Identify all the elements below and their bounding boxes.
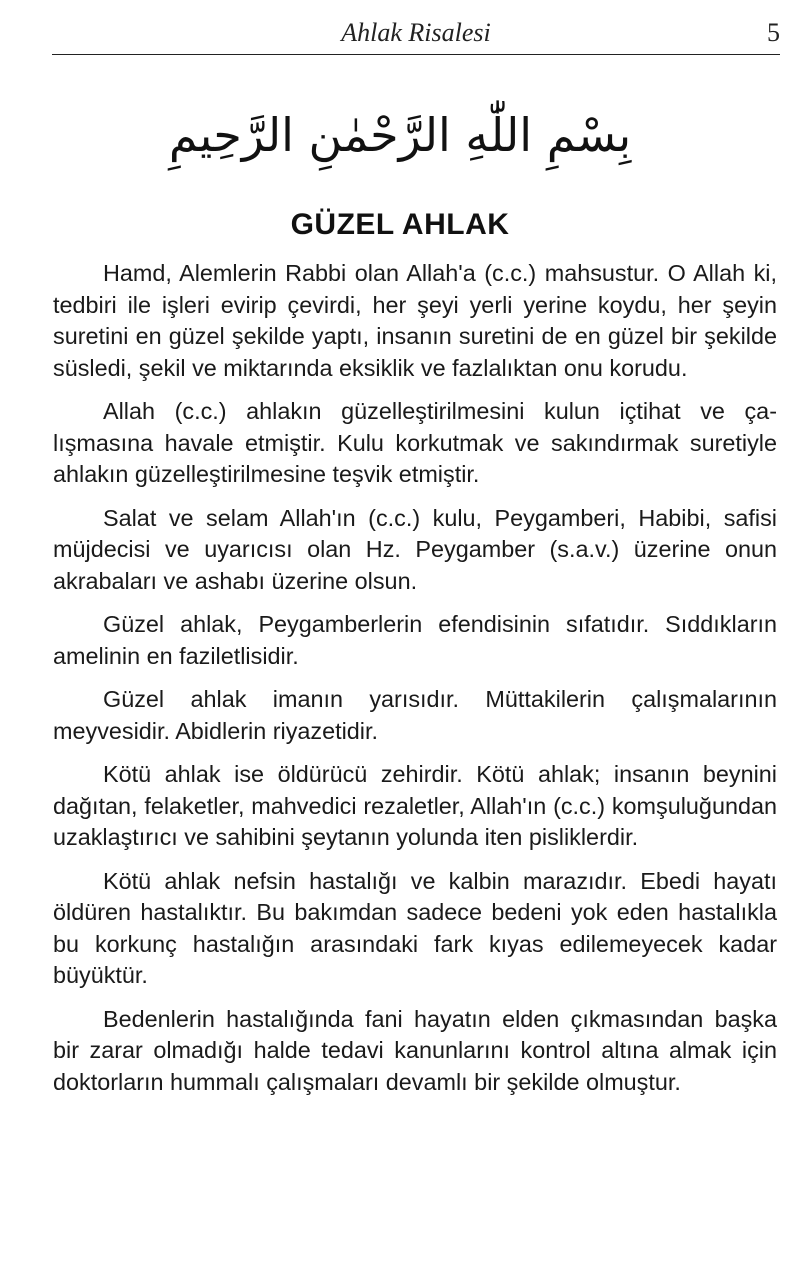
paragraph: Kötü ahlak ise öldürücü zehirdir. Kötü ahlak; insanın beynini dağıtan, felaketler, mahvedici rezaletler, Allah'ın (c.c.) komşuluğundan uzaklaştırıcı ve sahibini şeytanın yolunda iten pisliklerdir. bbox=[53, 761, 777, 850]
paragraph: Salat ve selam Allah'ın (c.c.) kulu, Peygamberi, Habibi, safisi müjdecisi ve uyarıcısı olan Hz. Peygamber (s.a.v.) üzerine onun akrabaları ve ashabı üzerine olsun. bbox=[53, 504, 777, 594]
paragraph: Güzel ahlak imanın yarısıdır. Müttakilerin çalışmalarının meyvesidir. Abidlerin riyazetidir. bbox=[53, 686, 777, 744]
paragraph: Hamd, Alemlerin Rabbi olan Allah'a (c.c.) mahsustur. O Allah ki, tedbiri ile işleri evirip çevirdi, her şeyi yerli yerine koydu, her şeyin suretini en güzel şekilde yaptı, insanın suretini de en güzel bir şekilde süsledi, şekil ve miktarında eksiklik ve fazlalıktan onu korudu. bbox=[53, 260, 777, 381]
paragraph: Güzel ahlak, Peygamberlerin efendisinin sıfatıdır. Sıddıkların amelinin en faziletlisidir. bbox=[53, 611, 777, 669]
running-title: Ahlak Risalesi bbox=[341, 18, 491, 47]
paragraph: Allah (c.c.) ahlakın güzelleştirilmesini kulun içtihat ve çalışmasına havale etmiştir. Kulu korkutmak ve sakındırmak suretiyle ahlakın güzelleştirilmesine teşvik etmiştir. bbox=[53, 398, 777, 487]
page-number: 5 bbox=[767, 18, 780, 47]
basmala-calligraphy: بِسْمِ اللّٰهِ الرَّحْمٰنِ الرَّحِيمِ bbox=[168, 108, 632, 162]
section-heading: GÜZEL AHLAK bbox=[290, 208, 510, 241]
page-header bbox=[52, 14, 780, 55]
paragraph: Bedenlerin hastalığında fani hayatın elden çıkmasından başka bir zarar olmadığı halde tedavi kanunlarını kontrol altına almak için doktorların hummalı çalışmaları devamlı bir şekilde olmuştur. bbox=[53, 1005, 777, 1095]
body-text bbox=[53, 258, 777, 1110]
paragraph: Kötü ahlak nefsin hastalığı ve kalbin marazıdır. Ebedi hayatı öldüren hastalıktır. Bu bakımdan sadece bedeni yok eden hastalıkla bu korkunç hastalığın arasındaki fark kıyas edilemeyecek kadar büyüktür. bbox=[53, 867, 777, 988]
